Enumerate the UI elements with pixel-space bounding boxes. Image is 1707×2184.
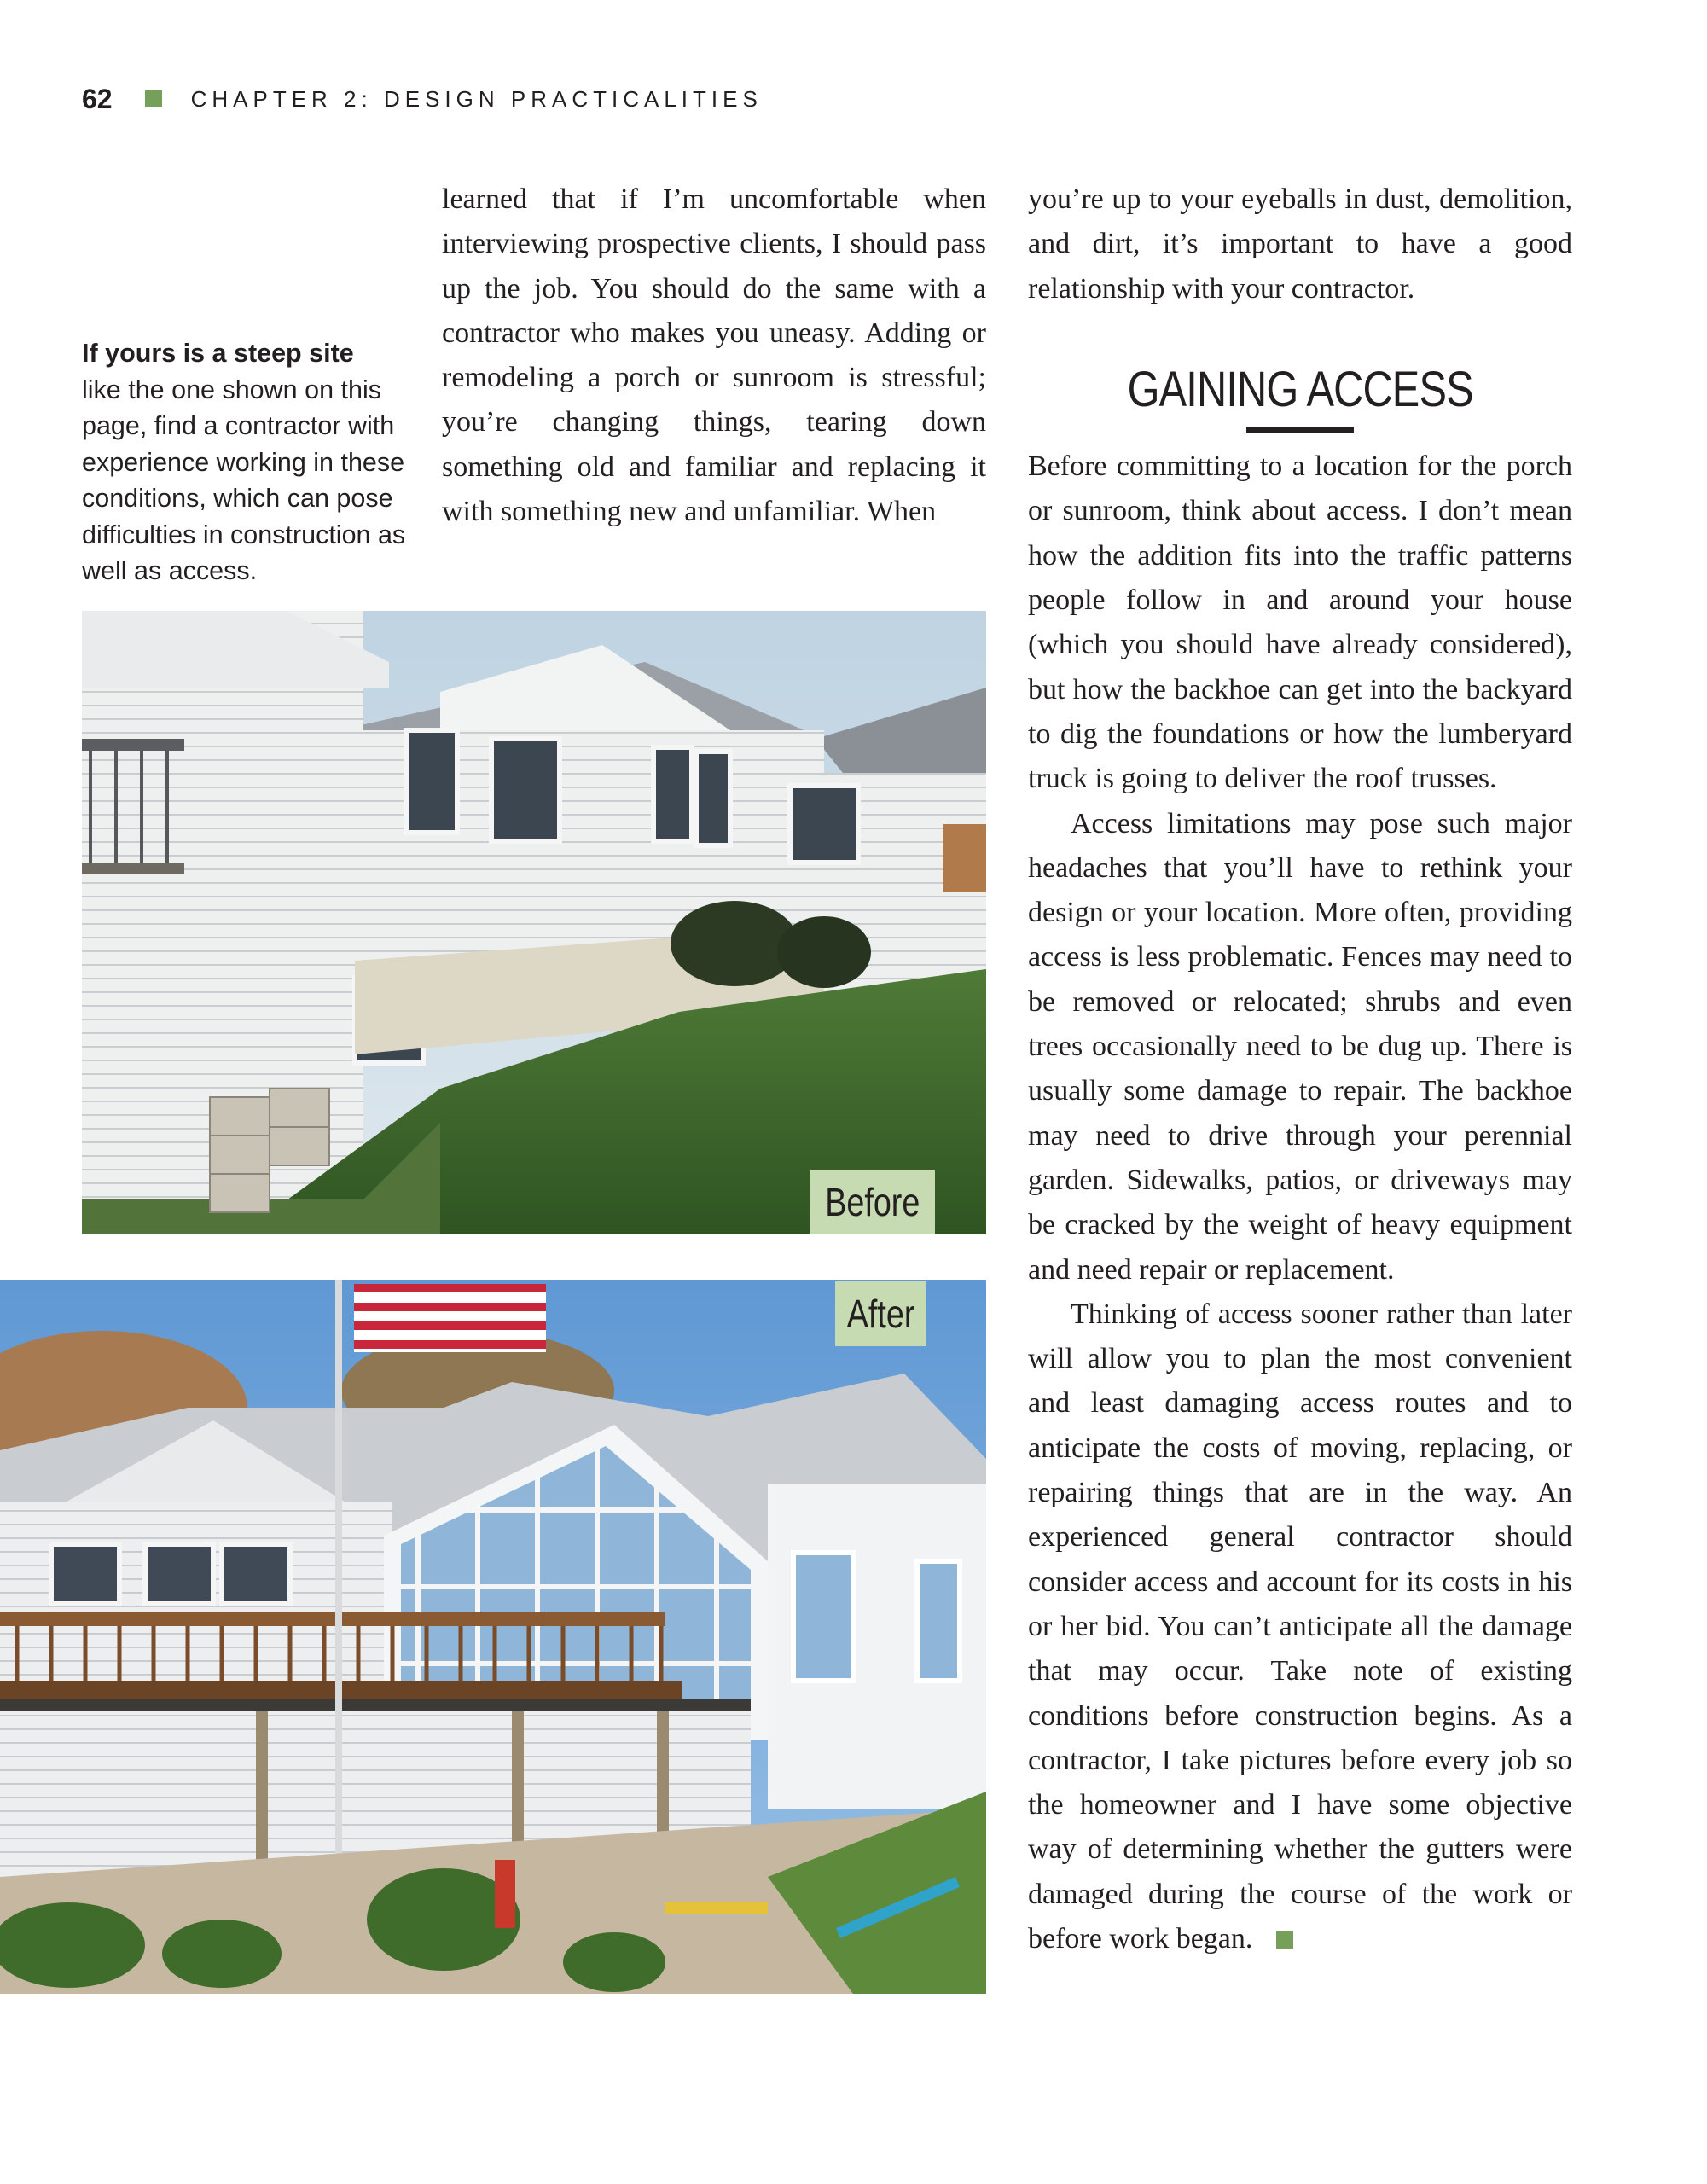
photo-caption <box>82 335 423 590</box>
before-label-text: Before <box>825 1180 920 1224</box>
middle-column <box>442 177 986 534</box>
after-house-illustration <box>0 1280 986 1994</box>
body-paragraph-text: Thinking of access sooner rather than later will allow you to plan the most convenient and least damaging access routes and to anticipate the costs of moving, replacing, or repairing things that are in the way. An experienced general contractor should consider access and account for its costs in his or her bid. You can’t anticipate all the damage that may occur. Take note of existing conditions before construction begins. As a contractor, I take pictures before every job so the homeowner and I have some objective way of determining whether the gutters were damaged during the course of the work or before work began. <box>1028 1298 1572 1955</box>
green-square-icon <box>145 90 162 107</box>
end-mark-icon <box>1276 1931 1293 1949</box>
right-column <box>1028 177 1572 1961</box>
caption-text: like the one shown on this page, find a contractor with experience working in these conditions, which can pose difficulties in construction as well as access. <box>82 375 406 585</box>
body-paragraph: Access limitations may pose such major headaches that you’ll have to rethink your design or your location. More often, providing access is less problematic. Fences may need to be removed or relocated; shrubs and even trees occasionally need to be dug up. There is usually some damage to repair. The backhoe may need to drive through your perennial garden. Sidewalks, patios, or driveways may be cracked by the weight of heavy equipment and need repair or replacement. <box>1028 807 1572 1286</box>
after-label-text: After <box>846 1292 915 1336</box>
caption-lead: If yours is a steep site <box>82 339 354 368</box>
before-photo <box>82 611 986 1234</box>
body-paragraph: learned that if I’m uncomfortable when interviewing prospective clients, I should pass up the job. You should do the same with a contractor who makes you uneasy. Adding or remodeling a porch or sunroom is stressful; you’re changing things, tearing down something old and familiar and replacing it with something new and unfamiliar. When <box>442 183 986 528</box>
before-label <box>810 1170 935 1234</box>
after-photo <box>0 1280 986 1994</box>
page-number: 62 <box>82 83 113 114</box>
running-header <box>82 82 763 116</box>
body-paragraph: you’re up to your eyeballs in dust, demolition, and dirt, it’s important to have a good relationship with your contractor. <box>1028 183 1572 305</box>
body-paragraph: Before committing to a location for the porch or sunroom, think about access. I don’t mean how the addition fits into the traffic patterns people follow in and around your house (which you should have already considered), but how the backhoe can get into the backyard to dig the foundations or how the lumberyard truck is going to deliver the roof trusses. <box>1028 450 1572 795</box>
section-heading-block <box>1028 362 1572 433</box>
body-paragraph <box>1028 1292 1572 1961</box>
after-label <box>835 1281 926 1346</box>
section-heading: GAINING ACCESS <box>1127 361 1473 417</box>
heading-rule <box>1246 427 1354 433</box>
before-house-illustration <box>82 611 986 1234</box>
chapter-title: CHAPTER 2: DESIGN PRACTICALITIES <box>190 85 763 112</box>
